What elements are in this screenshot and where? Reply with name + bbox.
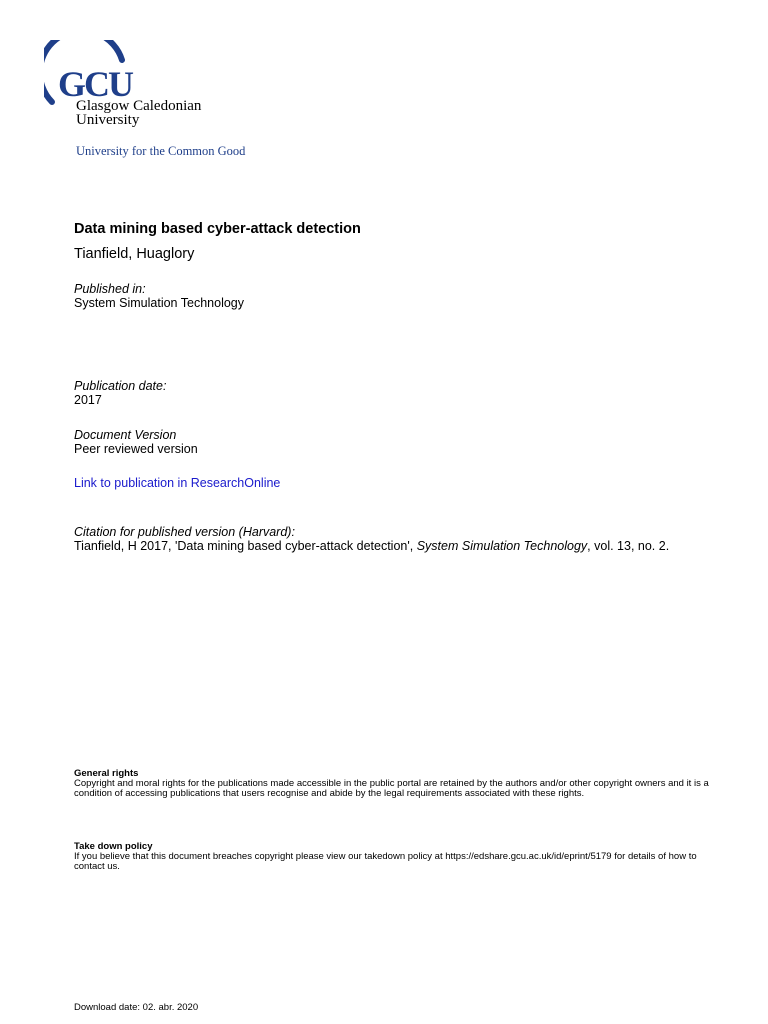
takedown-policy-heading: Take down policy — [74, 841, 153, 852]
citation-journal: System Simulation Technology — [416, 539, 588, 553]
takedown-policy-section — [74, 841, 724, 871]
document-title: Data mining based cyber-attack detection — [74, 221, 361, 237]
logo-university-name — [76, 99, 201, 127]
logo-tagline: University for the Common Good — [76, 144, 246, 158]
takedown-policy-text: If you believe that this document breaches copyright please view our takedown policy at https://edshare.gcu.ac.uk/id/eprint/5179 for details of how to contact us. — [74, 851, 697, 872]
logo-name-line2: University — [76, 112, 140, 128]
gcu-logo — [44, 40, 274, 160]
document-authors: Tianfield, Huaglory — [74, 246, 195, 262]
document-version-value: Peer reviewed version — [74, 442, 198, 456]
general-rights-heading: General rights — [74, 768, 139, 779]
published-in-section — [74, 282, 244, 310]
citation-section — [74, 525, 754, 553]
document-version-label: Document Version — [74, 428, 177, 442]
citation-label: Citation for published version (Harvard): — [74, 525, 295, 539]
research-online-link[interactable]: Link to publication in ResearchOnline — [74, 476, 281, 490]
publication-date-section — [74, 379, 166, 407]
publication-date-label: Publication date: — [74, 379, 167, 393]
logo-name-line1: Glasgow Caledonian — [76, 98, 202, 114]
general-rights-section — [74, 768, 724, 798]
citation-suffix: , vol. 13, no. 2. — [587, 539, 670, 553]
citation-prefix: Tianfield, H 2017, 'Data mining based cyber-attack detection', — [74, 539, 417, 553]
publication-date-value: 2017 — [74, 393, 102, 407]
document-version-section — [74, 428, 198, 456]
citation-text — [74, 539, 754, 553]
logo-abbr: GCU — [58, 64, 132, 104]
published-in-value: System Simulation Technology — [74, 296, 244, 310]
published-in-label: Published in: — [74, 282, 146, 296]
download-date: Download date: 02. abr. 2020 — [74, 1002, 199, 1013]
general-rights-text: Copyright and moral rights for the publications made accessible in the public portal are retained by the authors and/or other copyright owners and it is a condition of accessing publications that users recognise and abide by the legal requirements associated with these rights. — [74, 778, 709, 799]
